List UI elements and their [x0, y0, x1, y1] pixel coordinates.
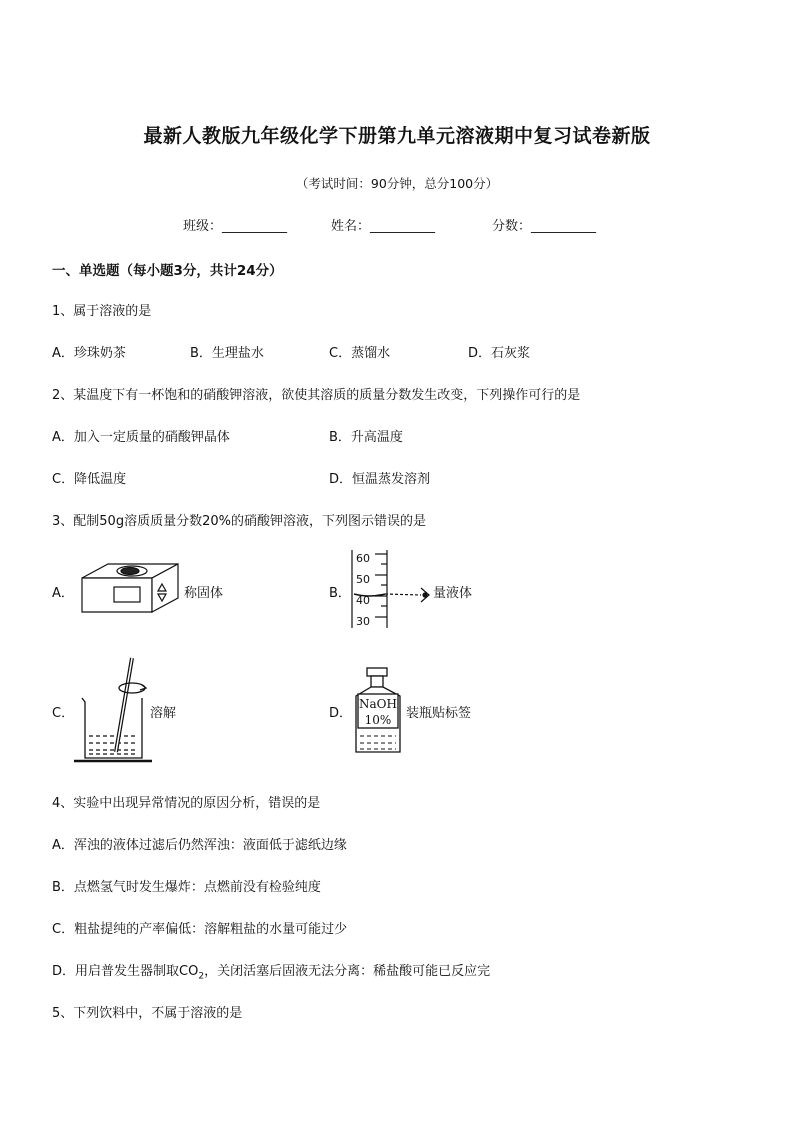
class-label: 班级：	[183, 219, 223, 234]
class-blank[interactable]: __________	[222, 219, 288, 234]
q4-option-d-pre: D．用启普发生器制取CO	[52, 964, 199, 979]
name-field[interactable]	[331, 215, 435, 234]
q3-option-c-caption: 溶解	[150, 706, 177, 721]
q2-option-d[interactable]: D．恒温蒸发溶剂	[329, 472, 431, 487]
question-5-stem: 5、下列饮料中，不属于溶液的是	[52, 1006, 243, 1021]
q2-option-a[interactable]: A．加入一定质量的硝酸钾晶体	[52, 430, 230, 445]
page-title: 最新人教版九年级化学下册第九单元溶液期中复习试卷新版	[143, 125, 651, 147]
q4-option-d-post: ，关闭活塞后固液无法分离：稀盐酸可能已反应完	[204, 964, 491, 979]
cylinder-figure	[345, 548, 435, 630]
q3-option-d-caption: 装瓶贴标签	[406, 706, 472, 721]
q2-option-c[interactable]: C．降低温度	[52, 472, 127, 487]
reagent-bottle-figure	[348, 666, 406, 756]
question-4-stem: 4、实验中出现异常情况的原因分析，错误的是	[52, 796, 321, 811]
q4-option-d[interactable]	[52, 960, 490, 982]
q3-option-b-caption: 量液体	[433, 586, 473, 601]
name-blank[interactable]: __________	[370, 219, 436, 234]
score-field[interactable]	[492, 215, 596, 234]
question-1-stem: 1、属于溶液的是	[52, 304, 152, 319]
q3-option-d-letter[interactable]: D．	[329, 706, 353, 721]
name-label: 姓名：	[331, 219, 371, 234]
q3-option-b-letter[interactable]: B．	[329, 586, 351, 601]
scale-60: 60	[356, 552, 370, 565]
score-blank[interactable]: __________	[531, 219, 597, 234]
q3-option-c-letter[interactable]: C．	[52, 706, 75, 721]
q1-option-b[interactable]: B．生理盐水	[190, 346, 264, 361]
q1-option-d[interactable]: D．石灰浆	[468, 346, 531, 361]
q4-option-c[interactable]: C．粗盐提纯的产率偏低：溶解粗盐的水量可能过少	[52, 922, 348, 937]
q3-option-a-caption: 称固体	[184, 586, 224, 601]
q4-option-d-sub: 2	[198, 971, 205, 982]
section-heading: 一、单选题（每小题3分，共计24分）	[52, 263, 283, 279]
beaker-figure	[72, 654, 154, 766]
balance-figure	[80, 562, 180, 620]
score-label: 分数：	[492, 219, 532, 234]
scale-40: 40	[356, 594, 370, 607]
bottle-label-formula: NaOH	[359, 697, 397, 711]
q3-option-a-letter[interactable]: A．	[52, 586, 74, 601]
scale-30: 30	[356, 615, 370, 628]
exam-info: （考试时间：90分钟，总分100分）	[295, 176, 499, 191]
q1-option-a[interactable]: A．珍珠奶茶	[52, 346, 126, 361]
question-3-stem: 3、配制50g溶质质量分数20%的硝酸钾溶液，下列图示错误的是	[52, 514, 426, 529]
q4-option-a[interactable]: A．浑浊的液体过滤后仍然浑浊：液面低于滤纸边缘	[52, 838, 347, 853]
class-field[interactable]	[183, 215, 287, 234]
q2-option-b[interactable]: B．升高温度	[329, 430, 403, 445]
q1-option-c[interactable]: C．蒸馏水	[329, 346, 391, 361]
scale-50: 50	[356, 573, 370, 586]
q4-option-b[interactable]: B．点燃氢气时发生爆炸：点燃前没有检验纯度	[52, 880, 321, 895]
bottle-label-percent: 10%	[364, 713, 392, 727]
question-2-stem: 2、某温度下有一杯饱和的硝酸钾溶液，欲使其溶质的质量分数发生改变，下列操作可行的是	[52, 388, 581, 403]
